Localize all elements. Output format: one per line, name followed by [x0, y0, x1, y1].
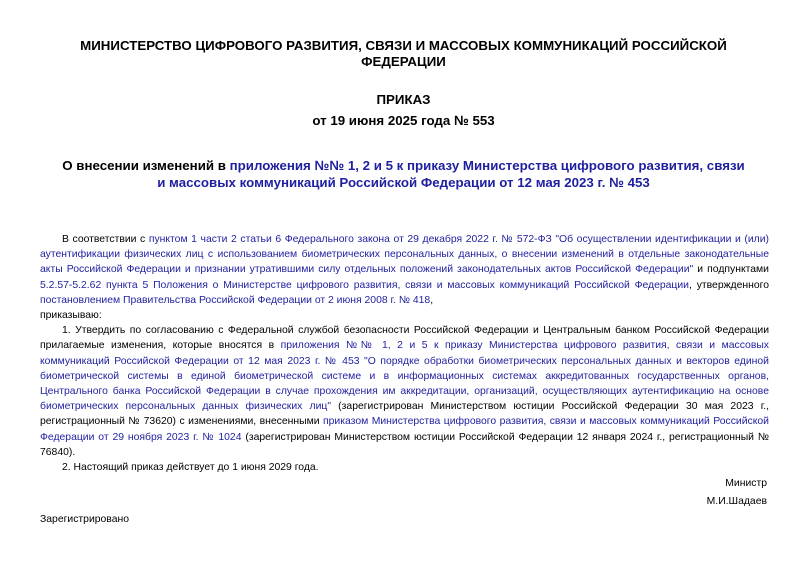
preamble [40, 232, 769, 475]
law-link[interactable]: пунктом 1 части 2 статьи 6 Федерального закона от 29 декабря 2022 г. № 572-ФЗ "Об осуществлении идентификации и (или) аутентификации физических лиц с использованием биометрических персональных данных, о внесении изменений в отдельные законодательные акты Российской Федерации и признании утратившими силу отдельных положений законодательных актов Российской Федерации" [40, 234, 769, 276]
regulation-link[interactable]: 5.2.57-5.2.62 пункта 5 Положения о Министерстве цифрового развития, связи и массовых коммуникаций Российской Федерации [40, 279, 689, 291]
annex-link[interactable]: приложения №№ 1, 2 и 5 к приказу Министерства цифрового развития, связи и массовых коммуникаций Российской Федерации от 12 мая 2023 г. № 453 "О порядке обработки биометрических персональных данных и векторов единой биометрической системы в единой биометрической системе и в информационных системах аккредитованных государственных органов, Центрального банка Российской Федерации в случае прохождения им аккредитации, организаций, осуществляющих аутентификацию на основе биометрических персональных данных физических лиц" [40, 340, 769, 413]
preamble-text-1: В соответствии с [62, 234, 149, 245]
amendment-order-link[interactable]: приказом Министерства цифрового развития, связи и массовых коммуникаций Российской Федерации от 29 ноября 2023 г. № 1024 [40, 416, 769, 443]
item-1 [40, 323, 769, 460]
item-1-text-2: (зарегистрирован Министерством юстиции Российской Федерации 30 мая 2023 г., регистрационный № 73620) с изменениями, внесенными [40, 401, 769, 428]
resolution-link[interactable]: постановлением Правительства Российской Федерации от 2 июня 2008 г. № 418 [40, 294, 431, 306]
ministry-heading: МИНИСТЕРСТВО ЦИФРОВОГО РАЗВИТИЯ, СВЯЗИ И МАССОВЫХ КОММУНИКАЦИЙ РОССИЙСКОЙ ФЕДЕРАЦИИ [80, 38, 727, 69]
item-2: 2. Настоящий приказ действует до 1 июня 2029 года. [62, 462, 319, 474]
doc-title [60, 157, 747, 191]
preamble-text-4: , [430, 294, 434, 306]
preamble-text-3: , утвержденного [689, 279, 769, 291]
preamble-paragraph [40, 232, 769, 308]
signatory-name: М.И.Шадаев [706, 496, 767, 507]
signatory-position: Министр [725, 478, 767, 489]
item-1-text-1: 1. Утвердить по согласованию с Федеральной службой безопасности Российской Федерации и Центральным банком Российской Федерации прилагаемые изменения, которые вносятся в [40, 325, 769, 352]
order-word: приказываю: [40, 310, 102, 322]
signature-block [707, 476, 767, 509]
registered-note: Зарегистрировано [40, 514, 130, 525]
doc-type-heading: ПРИКАЗ [376, 92, 431, 107]
title-link[interactable]: приложения №№ 1, 2 и 5 к приказу Министерства цифрового развития, связи и массовых коммуникаций Российской Федерации от 12 мая 2023 г. № 453 [157, 158, 745, 190]
preamble-text-2: и подпунктами [693, 264, 769, 276]
item-1-text-3: (зарегистрирован Министерством юстиции Российской Федерации 12 января 2024 г., регистрационный № 76840). [40, 431, 769, 458]
doc-date-number: от 19 июня 2025 года № 553 [312, 113, 495, 128]
title-text: О внесении изменений в [62, 158, 230, 173]
